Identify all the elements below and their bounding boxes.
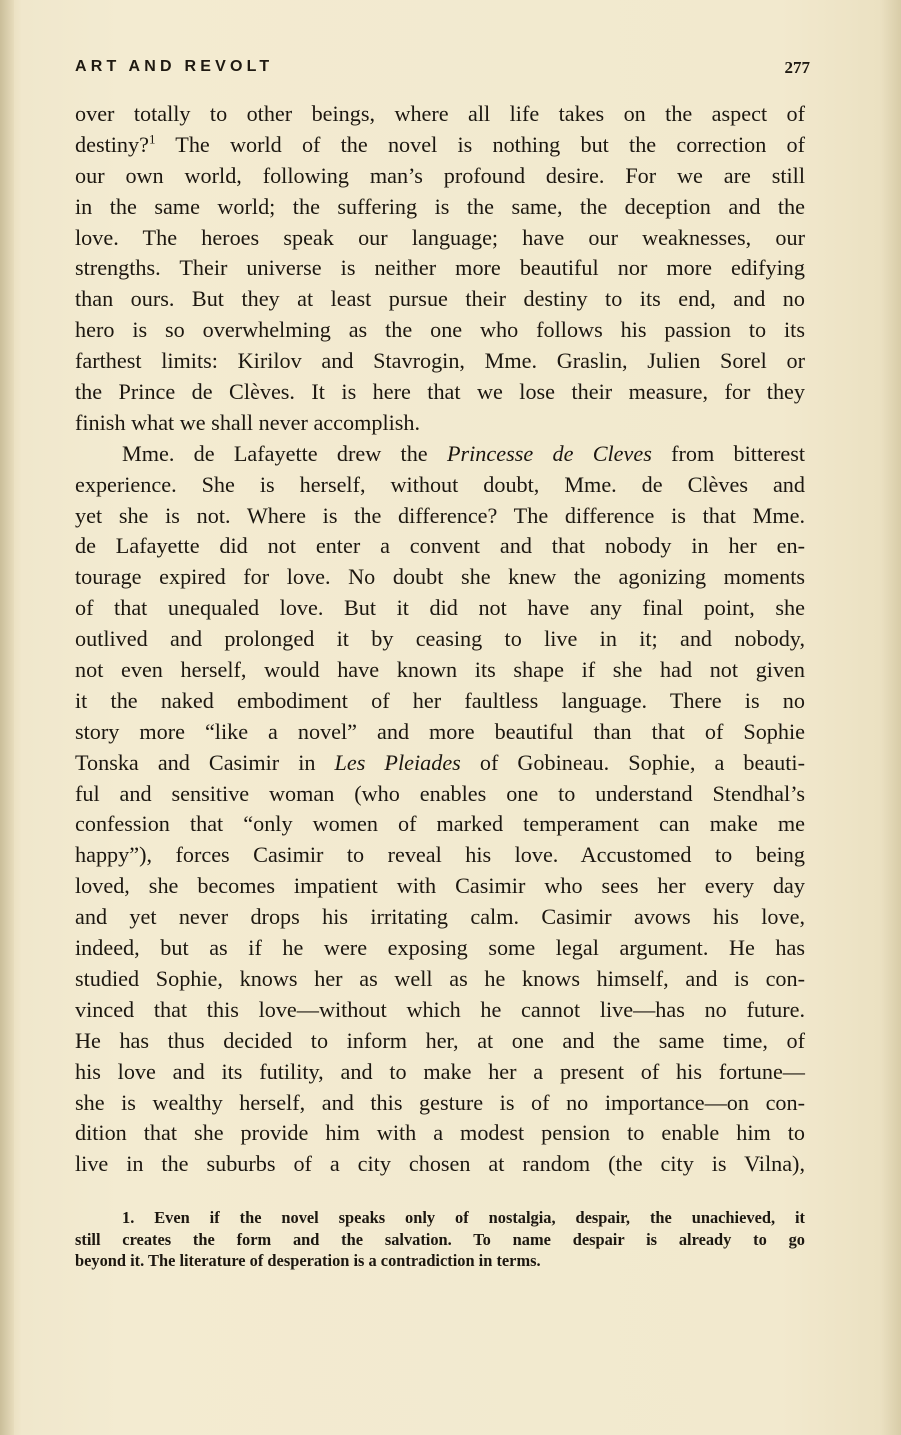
footnote-line: beyond it. The literature of desperation is a contradiction in terms. (75, 1251, 541, 1271)
text-line: farthest limits: Kirilov and Stavrogin, Mme. Graslin, Julien Sorel or (75, 348, 805, 374)
text-line: than ours. But they at least pursue their destiny to its end, and no (75, 286, 805, 312)
text-fragment: destiny? (75, 131, 149, 157)
footnote (75, 1207, 805, 1272)
text-line: in the same world; the suffering is the same, the deception and the (75, 193, 805, 219)
running-title: ART AND REVOLT (75, 58, 274, 75)
text-line: it the naked embodiment of her faultless language. There is no (75, 687, 805, 713)
text-line: she is wealthy herself, and this gesture is of no importance—on con- (75, 1089, 805, 1115)
text-line: strengths. Their universe is neither more beautiful nor more edifying (75, 255, 805, 281)
text-line: hero is so overwhelming as the one who follows his passion to its (75, 317, 805, 343)
text-line: finish what we shall never accomplish. (75, 409, 421, 435)
running-head (75, 58, 810, 82)
text-line: not even herself, would have known its shape if she had not given (75, 657, 805, 683)
text-line: indeed, but as if he were exposing some legal argument. He has (75, 935, 805, 961)
text-line: ful and sensitive woman (who enables one to understand Stendhal’s (75, 780, 805, 806)
text-line: studied Sophie, knows her as well as he knows himself, and is con- (75, 965, 805, 991)
text-line: de Lafayette did not enter a convent and that nobody in her en- (75, 533, 805, 559)
text-fragment: Tonska and Casimir in (75, 749, 335, 775)
text-line: happy”), forces Casimir to reveal his love. Accustomed to being (75, 842, 805, 868)
text-fragment: from bitterest (651, 440, 805, 466)
body-text (75, 99, 805, 1180)
footnote-line: still creates the form and the salvation. To name despair is already to go (75, 1229, 805, 1249)
text-line: live in the suburbs of a city chosen at random (the city is Vilna), (75, 1151, 805, 1177)
text-line: love. The heroes speak our language; have our weaknesses, our (75, 224, 805, 250)
text-line: our own world, following man’s profound desire. For we are still (75, 162, 805, 188)
text-line (75, 130, 805, 161)
text-line: tourage expired for love. No doubt she knew the agonizing moments (75, 564, 805, 590)
text-line: dition that she provide him with a modest pension to enable him to (75, 1120, 805, 1146)
text-line: the Prince de Clèves. It is here that we lose their measure, for they (75, 379, 805, 405)
page-number: 277 (784, 58, 810, 77)
text-line: outlived and prolonged it by ceasing to live in it; and nobody, (75, 626, 805, 652)
footnote-marker: 1 (148, 131, 156, 147)
text-line (75, 748, 805, 779)
text-fragment: The world of the novel is nothing but the correction of (155, 131, 805, 157)
text-line: of that unequaled love. But it did not have any final point, she (75, 595, 805, 621)
footnote-line: 1. Even if the novel speaks only of nostalgia, despair, the unachieved, it (122, 1208, 805, 1227)
text-line: yet she is not. Where is the difference? The difference is that Mme. (75, 502, 805, 528)
text-line: He has thus decided to inform her, at one and the same time, of (75, 1027, 805, 1053)
book-title-italic: Princesse de Cleves (446, 440, 652, 466)
text-line: confession that “only women of marked temperament can make me (75, 811, 805, 837)
text-line: loved, she becomes impatient with Casimir who sees her every day (75, 873, 805, 899)
text-line (75, 439, 805, 470)
text-line: experience. She is herself, without doubt, Mme. de Clèves and (75, 471, 805, 497)
text-line: story more “like a novel” and more beautiful than that of Sophie (75, 718, 805, 744)
page-gutter-shadow (0, 0, 14, 1435)
text-fragment: Mme. de Lafayette drew the (122, 440, 447, 466)
text-line: vinced that this love—without which he cannot live—has no future. (75, 996, 805, 1022)
text-line: his love and its futility, and to make her a present of his fortune— (75, 1058, 805, 1084)
text-line: over totally to other beings, where all life takes on the aspect of (75, 101, 805, 126)
text-line: and yet never drops his irritating calm. Casimir avows his love, (75, 904, 805, 930)
book-title-italic: Les Pleiades (334, 749, 461, 775)
text-fragment: of Gobineau. Sophie, a beauti- (460, 749, 805, 775)
